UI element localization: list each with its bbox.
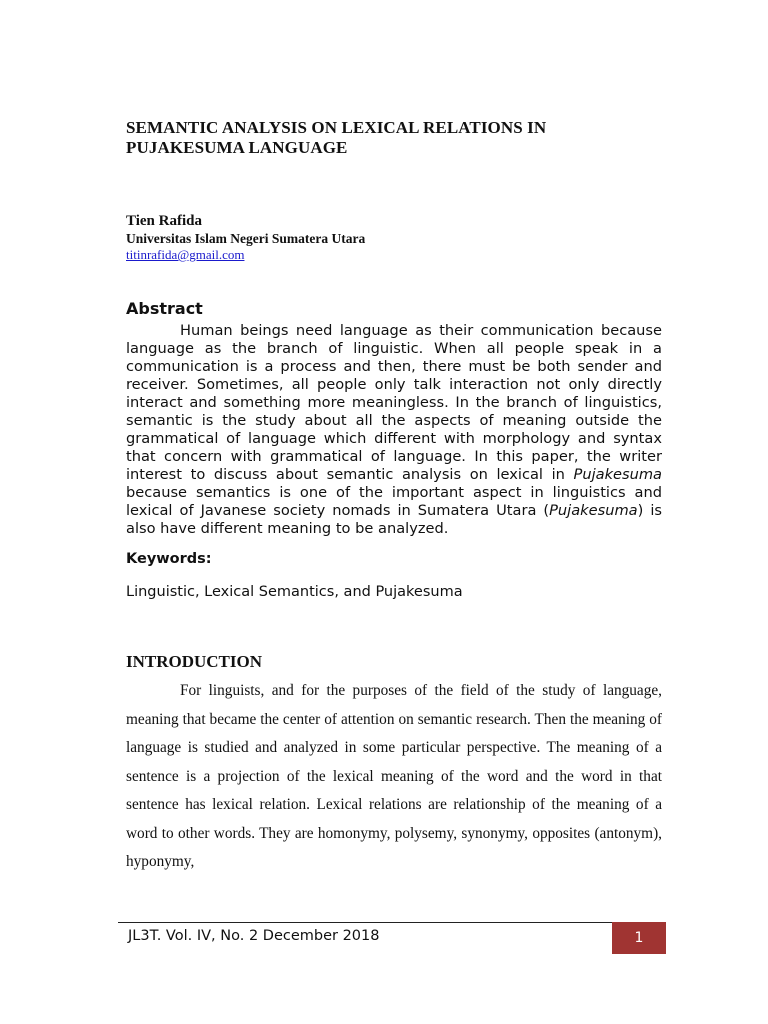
abstract-body bbox=[126, 322, 662, 538]
footer-journal-info: JL3T. Vol. IV, No. 2 December 2018 bbox=[128, 928, 380, 944]
footer-divider bbox=[118, 922, 612, 923]
author-email-link[interactable]: titinrafida@gmail.com bbox=[126, 247, 245, 262]
abstract-text-2: because semantics is one of the important aspect in linguistics and lexical of Javanese society nomads in Sumatera Utara ( bbox=[126, 484, 662, 519]
keywords-text: Linguistic, Lexical Semantics, and Pujakesuma bbox=[126, 584, 463, 600]
paper-title: SEMANTIC ANALYSIS ON LEXICAL RELATIONS IN PUJAKESUMA LANGUAGE bbox=[126, 118, 547, 157]
page-number: 1 bbox=[634, 930, 644, 946]
introduction-body bbox=[126, 677, 662, 877]
introduction-heading: INTRODUCTION bbox=[126, 652, 263, 671]
abstract-italic-1: Pujakesuma bbox=[573, 466, 663, 483]
abstract-italic-2: Pujakesuma bbox=[549, 502, 638, 519]
abstract-heading: Abstract bbox=[126, 299, 203, 318]
author-name: Tien Rafida bbox=[126, 213, 202, 229]
abstract-text-3: ) is also have different meaning to be analyzed. bbox=[126, 502, 662, 537]
introduction-paragraph: For linguists, and for the purposes of the field of the study of language, meaning that became the center of attention on semantic research. Then the meaning of language is studied and analyzed in some particular perspective. The meaning of a sentence is a projection of the lexical meaning of the word and the word in that sentence has lexical relation. Lexical relations are relationship of the meaning of a word to other words. They are homonymy, polysemy, synonymy, opposites (antonym), hyponymy, bbox=[126, 682, 662, 870]
abstract-paragraph bbox=[126, 322, 662, 538]
keywords-heading: Keywords: bbox=[126, 551, 212, 567]
author-affiliation: Universitas Islam Negeri Sumatera Utara bbox=[126, 231, 366, 246]
page-number-badge bbox=[612, 922, 666, 954]
abstract-text-1: Human beings need language as their communication because language as the branch of linguistic. When all people speak in a communication is a process and then, there must be both sender and receiver. Sometimes, all people only talk interaction not only directly interact and something more meaningless. In the branch of linguistics, semantic is the study about all the aspects of meaning outside the grammatical of language which different with morphology and syntax that concern with grammatical of language. In this paper, the writer interest to discuss about semantic analysis on lexical in bbox=[126, 322, 662, 483]
